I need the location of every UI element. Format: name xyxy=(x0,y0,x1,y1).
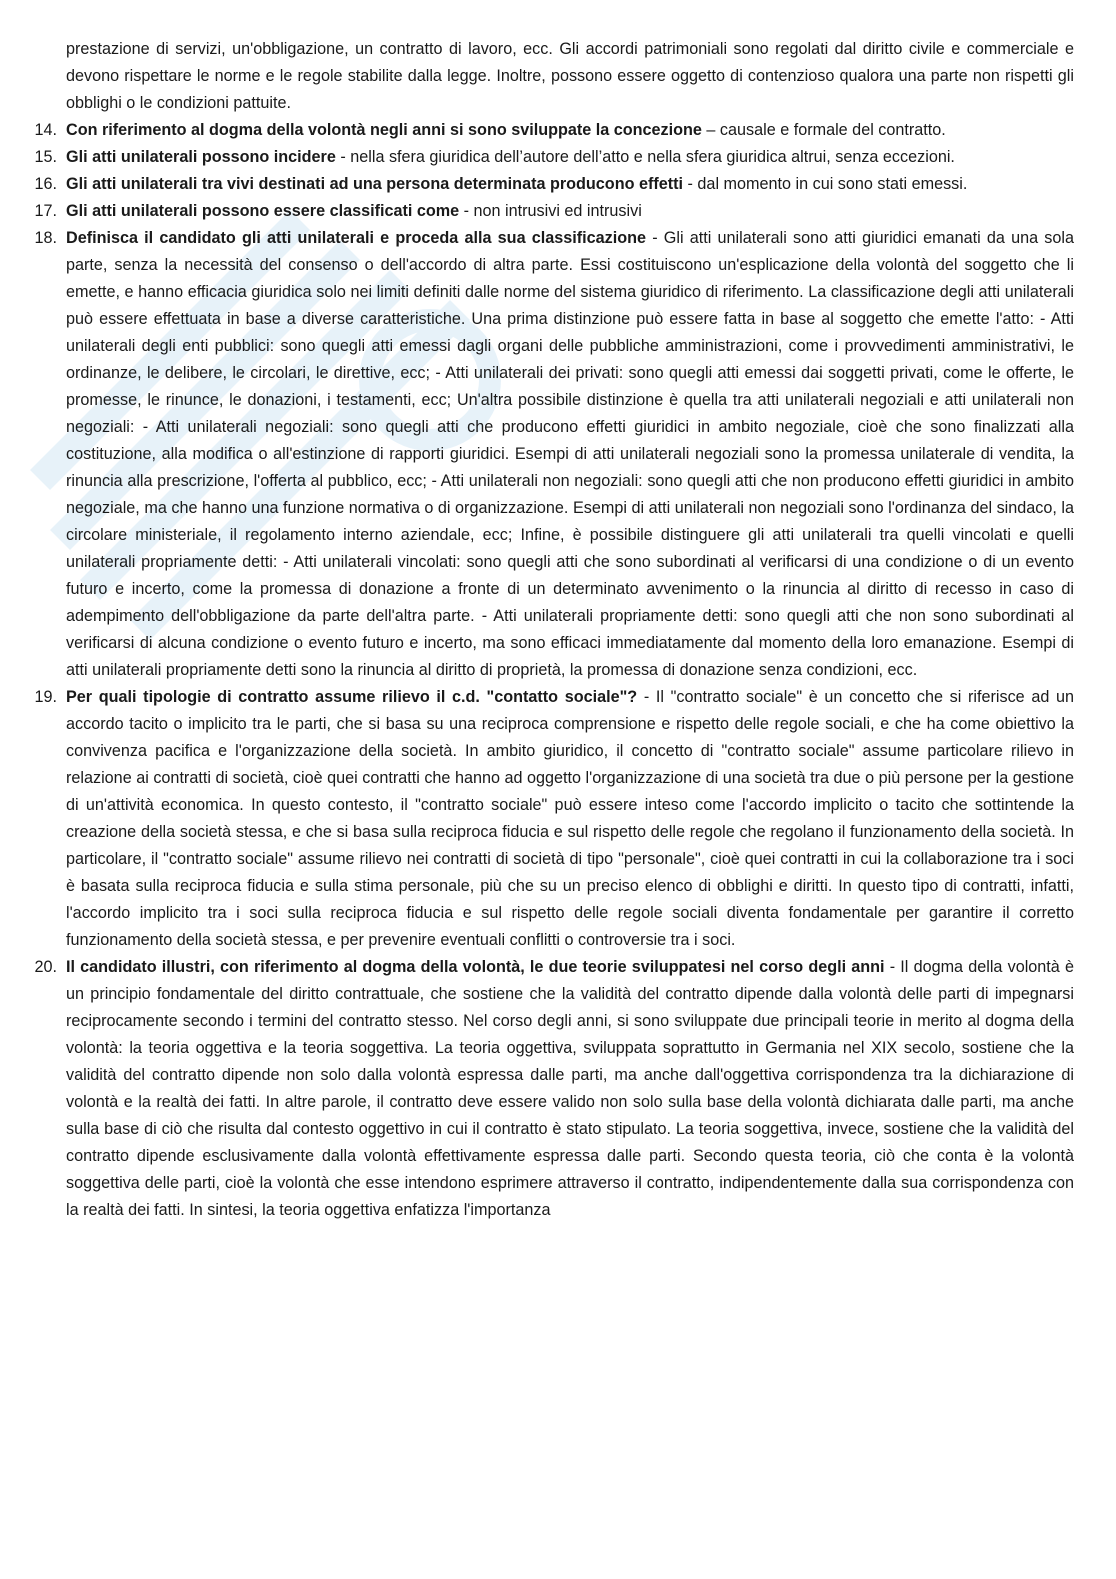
list-item xyxy=(34,225,1074,684)
list-item xyxy=(34,171,1074,198)
list-item xyxy=(34,954,1074,1224)
item-number: 17. xyxy=(34,202,57,220)
item-number: 19. xyxy=(34,688,57,706)
item-number: 14. xyxy=(34,121,57,139)
item-number: 15. xyxy=(34,148,57,166)
answer-text: - Il "contratto sociale" è un concetto che si riferisce ad un accordo tacito o implicito tra le parti, che si basa su una reciproca comprensione e rispetto delle regole sociali, e che ha come obiettivo la convivenza pacifica e l'organizzazione della società. In ambito giuridico, il concetto di "contratto sociale" assume particolare rilievo in relazione ai contratti di società, cioè quei contratti che hanno ad oggetto l'organizzazione di una società tra due o più persone per la gestione di un'attività economica. In questo contesto, il "contratto sociale" può essere inteso come l'accordo implicito o tacito che sottintende la creazione della società stessa, e che si basa sulla reciproca fiducia e sul rispetto delle regole che regolano il funzionamento della società. In particolare, il "contratto sociale" assume rilievo nei contratti di società di tipo "personale", cioè quei contratti in cui la collaborazione tra i soci è basata sulla reciproca fiducia e sulla stima personale, più che su un preciso elenco di obblighi e diritti. In questo tipo di contratti, infatti, l'accordo implicito tra i soci sulla reciproca fiducia e sul rispetto delle regole sociali diventa fondamentale per garantire il corretto funzionamento della società stessa, e per prevenire eventuali conflitti o controversie tra i soci. xyxy=(66,688,1074,949)
question-text: Il candidato illustri, con riferimento al dogma della volontà, le due teorie sviluppatesi nel corso degli anni xyxy=(66,958,885,976)
question-text: Definisca il candidato gli atti unilaterali e proceda alla sua classificazione xyxy=(66,229,647,247)
item-number: 16. xyxy=(34,175,57,193)
list-item xyxy=(34,198,1074,225)
list-item xyxy=(34,144,1074,171)
answer-text: – causale e formale del contratto. xyxy=(701,121,946,139)
answer-text: - nella sfera giuridica dell’autore dell’atto e nella sfera giuridica altrui, senza eccezioni. xyxy=(335,148,955,166)
question-text: Gli atti unilaterali tra vivi destinati ad una persona determinata producono effetti xyxy=(66,175,684,193)
list-item xyxy=(34,684,1074,954)
list-item xyxy=(34,117,1074,144)
question-text: Con riferimento al dogma della volontà negli anni si sono sviluppate la concezione xyxy=(66,121,702,139)
question-text: Gli atti unilaterali possono essere classificati come xyxy=(66,202,460,220)
answer-text: - Il dogma della volontà è un principio fondamentale del diritto contrattuale, che sostiene che la validità del contratto dipende dalla volontà delle parti di impegnarsi reciprocamente secondo i termini del contratto stesso. Nel corso degli anni, si sono sviluppate due principali teorie in merito al dogma della volontà: la teoria oggettiva e la teoria soggettiva. La teoria oggettiva, sviluppata soprattutto in Germania nel XIX secolo, sostiene che la validità del contratto dipende non solo dalla volontà espressa dalle parti, ma anche dall'oggettiva corrispondenza tra la dichiarazione di volontà e la realtà dei fatti. In altre parole, il contratto deve essere valido non solo sulla base della volontà dichiarata dalle parti, ma anche sulla base di ciò che risulta dal contesto oggettivo in cui il contratto è stato stipulato. La teoria soggettiva, invece, sostiene che la validità del contratto dipende esclusivamente dalla volontà effettivamente espressa dalle parti. Secondo questa teoria, ciò che conta è la volontà soggettiva delle parti, cioè la volontà che esse intendono esprimere attraverso il contratto, indipendentemente dalla sua corrispondenza con la realtà dei fatti. In sintesi, la teoria oggettiva enfatizza l'importanza xyxy=(66,958,1074,1219)
item-number: 18. xyxy=(34,229,57,247)
question-text: Gli atti unilaterali possono incidere xyxy=(66,148,336,166)
answer-text: - non intrusivi ed intrusivi xyxy=(459,202,642,220)
answer-text: - dal momento in cui sono stati emessi. xyxy=(683,175,968,193)
item-number: 20. xyxy=(34,958,57,976)
question-text: Per quali tipologie di contratto assume rilievo il c.d. "contatto sociale"? xyxy=(66,688,638,706)
intro-paragraph: prestazione di servizi, un'obbligazione, un contratto di lavoro, ecc. Gli accordi patrimoniali sono regolati dal diritto civile e commerciale e devono rispettare le norme e le regole stabilite dalla legge. Inoltre, possono essere oggetto di contenzioso qualora una parte non rispetti gli obblighi o le condizioni pattuite. xyxy=(66,40,1074,112)
qa-list xyxy=(34,117,1074,1224)
document-content xyxy=(34,36,1074,1224)
answer-text: - Gli atti unilaterali sono atti giuridici emanati da una sola parte, senza la necessità del consenso o dell'accordo di altra parte. Essi costituiscono un'esplicazione della volontà del soggetto che li emette, e hanno efficacia giuridica solo nei limiti definiti dalle norme del sistema giuridico di riferimento. La classificazione degli atti unilaterali può essere effettuata in base a diverse caratteristiche. Una prima distinzione può essere fatta in base al soggetto che emette l'atto: - Atti unilaterali degli enti pubblici: sono quegli atti emessi dagli organi delle pubbliche amministrazioni, come i provvedimenti amministrativi, le ordinanze, le delibere, le circolari, le direttive, ecc; - Atti unilaterali dei privati: sono quegli atti emessi dai soggetti privati, come le offerte, le promesse, le rinunce, le donazioni, i testamenti, ecc; Un'altra possibile distinzione è quella tra atti unilaterali negoziali e atti unilaterali non negoziali: - Atti unilaterali negoziali: sono quegli atti che producono effetti giuridici in ambito negoziale, cioè che sono finalizzati alla costituzione, alla modifica o all'estinzione di rapporti giuridici. Esempi di atti unilaterali negoziali sono la promessa unilaterale di vendita, la rinuncia alla prescrizione, l'offerta al pubblico, ecc; - Atti unilaterali non negoziali: sono quegli atti che non producono effetti giuridici in ambito negoziale, ma che hanno una funzione normativa o di organizzazione. Esempi di atti unilaterali non negoziali sono l'ordinanza del sindaco, la circolare ministeriale, il regolamento interno aziendale, ecc; Infine, è possibile distinguere gli atti unilaterali tra quelli vincolati e quelli unilaterali propriamente detti: - Atti unilaterali vincolati: sono quegli atti che sono subordinati al verificarsi di una condizione o di un evento futuro e incerto, come la promessa di donazione a fronte di un determinato avvenimento o la rinuncia al diritto di recesso in caso di adempimento dell'obbligazione da parte dell'altra parte. - Atti unilaterali propriamente detti: sono quegli atti che non sono subordinati al verificarsi di alcuna condizione o evento futuro e incerto, ma sono efficaci immediatamente dal momento della loro emanazione. Esempi di atti unilaterali propriamente detti sono la rinuncia al diritto di proprietà, la promessa di donazione senza condizioni, ecc. xyxy=(66,229,1074,679)
